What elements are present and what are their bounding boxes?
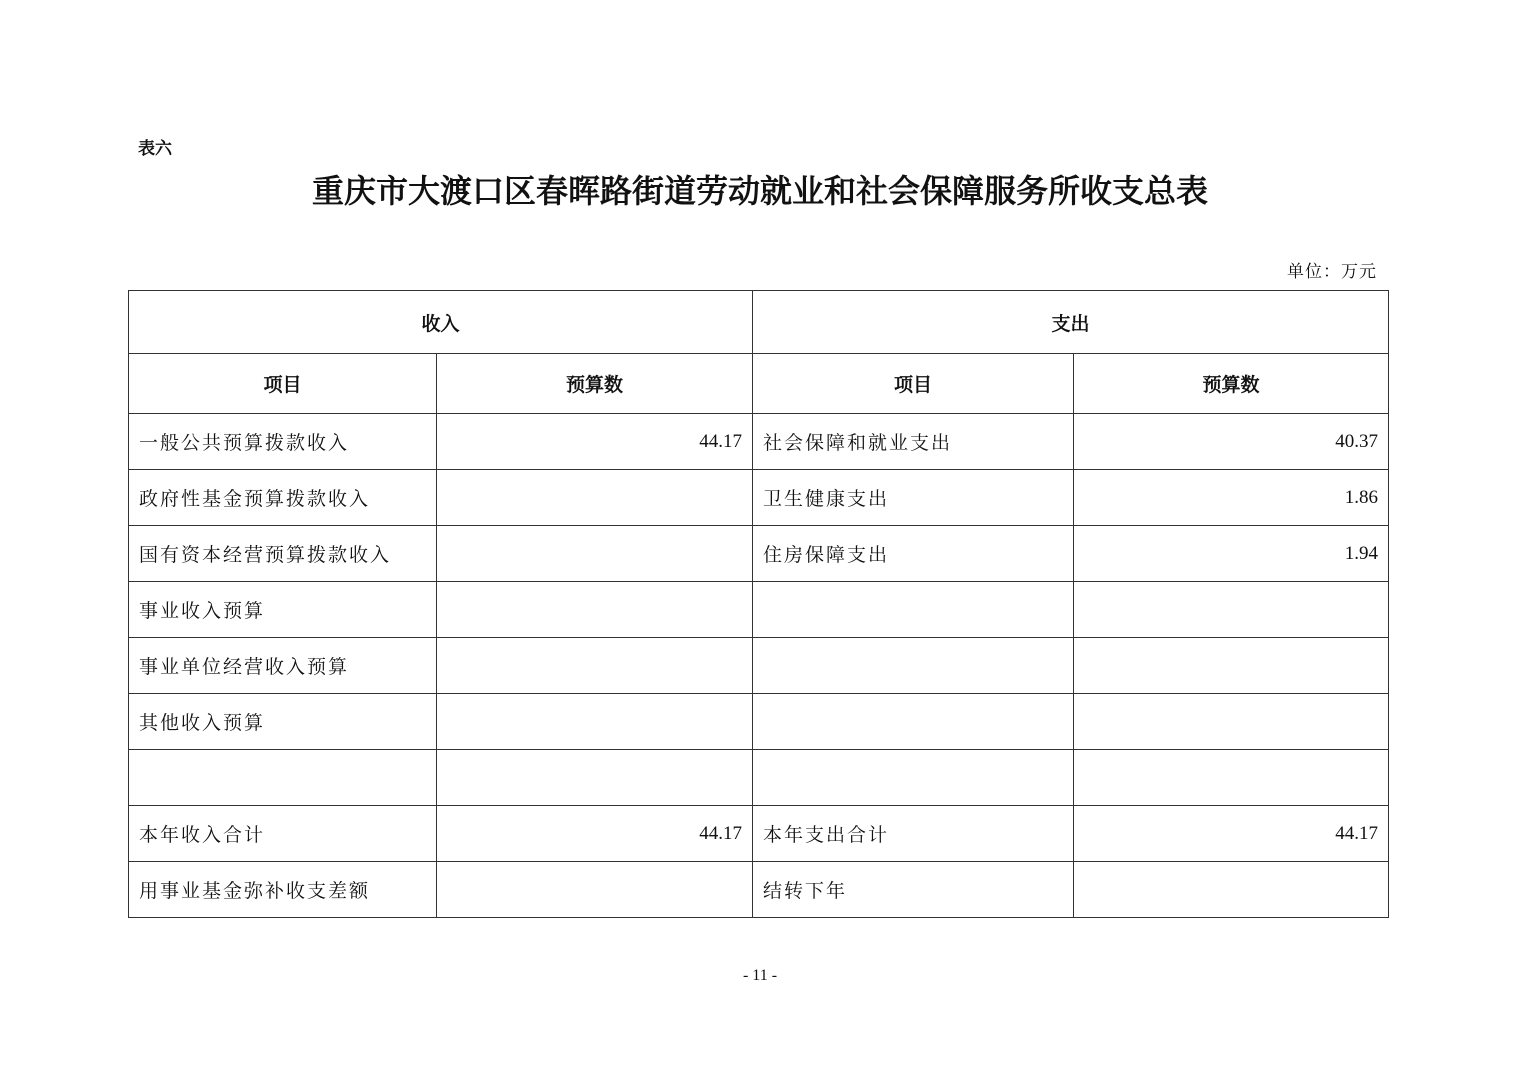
income-value bbox=[437, 470, 753, 526]
expense-value: 1.94 bbox=[1074, 526, 1389, 582]
income-item-header: 项目 bbox=[129, 354, 437, 414]
summary-table bbox=[128, 290, 1389, 918]
table-row bbox=[129, 694, 1389, 750]
income-value bbox=[437, 582, 753, 638]
expense-value bbox=[1074, 638, 1389, 694]
header-row-columns bbox=[129, 354, 1389, 414]
table-row-total bbox=[129, 806, 1389, 862]
expense-value: 40.37 bbox=[1074, 414, 1389, 470]
expense-section-header: 支出 bbox=[753, 291, 1389, 354]
page-number: - 11 - bbox=[742, 967, 778, 984]
income-item: 一般公共预算拨款收入 bbox=[129, 414, 437, 470]
table-row bbox=[129, 582, 1389, 638]
page-title: 重庆市大渡口区春晖路街道劳动就业和社会保障服务所收支总表 bbox=[311, 172, 1208, 210]
income-section-header: 收入 bbox=[129, 291, 753, 354]
table-row bbox=[129, 526, 1389, 582]
expense-item: 结转下年 bbox=[753, 862, 1074, 918]
income-total-label: 本年收入合计 bbox=[129, 806, 437, 862]
expense-item-header: 项目 bbox=[753, 354, 1074, 414]
expense-value bbox=[1074, 694, 1389, 750]
income-item: 其他收入预算 bbox=[129, 694, 437, 750]
expense-item bbox=[753, 638, 1074, 694]
income-value bbox=[437, 694, 753, 750]
income-value bbox=[437, 526, 753, 582]
expense-item: 社会保障和就业支出 bbox=[753, 414, 1074, 470]
income-item: 国有资本经营预算拨款收入 bbox=[129, 526, 437, 582]
table-row bbox=[129, 862, 1389, 918]
unit-label: 单位：万元 bbox=[1287, 262, 1377, 282]
table-row bbox=[129, 638, 1389, 694]
expense-item bbox=[753, 582, 1074, 638]
income-item: 用事业基金弥补收支差额 bbox=[129, 862, 437, 918]
income-value bbox=[437, 638, 753, 694]
income-value bbox=[437, 750, 753, 806]
expense-item: 住房保障支出 bbox=[753, 526, 1074, 582]
expense-total-label: 本年支出合计 bbox=[753, 806, 1074, 862]
table-label: 表六 bbox=[138, 139, 172, 159]
income-item: 事业单位经营收入预算 bbox=[129, 638, 437, 694]
table-row bbox=[129, 470, 1389, 526]
expense-item bbox=[753, 750, 1074, 806]
income-item: 事业收入预算 bbox=[129, 582, 437, 638]
income-budget-header: 预算数 bbox=[437, 354, 753, 414]
income-item bbox=[129, 750, 437, 806]
table-row bbox=[129, 414, 1389, 470]
expense-value bbox=[1074, 582, 1389, 638]
expense-value: 1.86 bbox=[1074, 470, 1389, 526]
expense-budget-header: 预算数 bbox=[1074, 354, 1389, 414]
expense-total-value: 44.17 bbox=[1074, 806, 1389, 862]
income-total-value: 44.17 bbox=[437, 806, 753, 862]
table-row bbox=[129, 750, 1389, 806]
income-value: 44.17 bbox=[437, 414, 753, 470]
income-item: 政府性基金预算拨款收入 bbox=[129, 470, 437, 526]
income-value bbox=[437, 862, 753, 918]
expense-value bbox=[1074, 862, 1389, 918]
expense-value bbox=[1074, 750, 1389, 806]
header-row-sections bbox=[129, 291, 1389, 354]
expense-item: 卫生健康支出 bbox=[753, 470, 1074, 526]
expense-item bbox=[753, 694, 1074, 750]
